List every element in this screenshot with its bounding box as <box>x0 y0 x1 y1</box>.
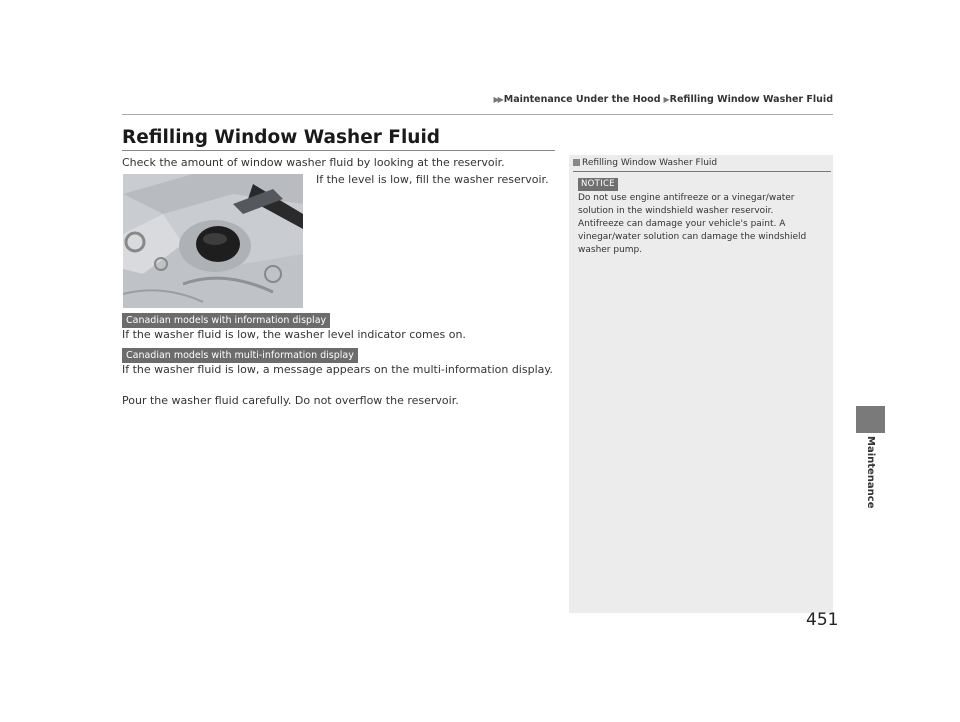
bookmark-icon <box>573 159 580 166</box>
double-arrow-icon: ▶▶ <box>493 95 502 104</box>
page-number: 451 <box>806 610 839 630</box>
tag-multi-info-display: Canadian models with multi-information display <box>122 348 358 363</box>
arrow-icon: ▶ <box>663 95 668 104</box>
notice-line: Do not use engine antifreeze or a vinegar/water <box>578 193 795 203</box>
side-note-title: Refilling Window Washer Fluid <box>582 158 718 168</box>
notice-badge: NOTICE <box>578 178 618 191</box>
notice-line: washer pump. <box>578 245 643 255</box>
breadcrumb-current: Refilling Window Washer Fluid <box>669 94 833 105</box>
fill-note-text: If the level is low, fill the washer reservoir. <box>316 173 549 186</box>
notice-line: solution in the windshield washer reservoir. <box>578 206 774 216</box>
side-note-panel <box>569 155 833 613</box>
header-divider <box>122 114 833 115</box>
section-tab-marker <box>856 406 885 433</box>
info-display-text: If the washer fluid is low, the washer level indicator comes on. <box>122 328 466 341</box>
section-tab-label: Maintenance <box>865 436 876 509</box>
notice-line: vinegar/water solution can damage the windshield <box>578 232 807 242</box>
side-note-heading <box>573 158 831 172</box>
breadcrumb <box>493 94 833 105</box>
tag-info-display: Canadian models with information display <box>122 313 330 328</box>
pour-note-text: Pour the washer fluid carefully. Do not overflow the reservoir. <box>122 394 459 407</box>
breadcrumb-section: Maintenance Under the Hood <box>503 94 661 105</box>
multi-info-text: If the washer fluid is low, a message appears on the multi-information display. <box>122 363 553 376</box>
intro-text: Check the amount of window washer fluid by looking at the reservoir. <box>122 156 505 169</box>
notice-text <box>578 192 828 257</box>
title-divider <box>122 150 555 151</box>
washer-reservoir-image <box>123 174 303 308</box>
notice-line: Antifreeze can damage your vehicle's paint. A <box>578 219 786 229</box>
page-title: Refilling Window Washer Fluid <box>122 127 441 148</box>
